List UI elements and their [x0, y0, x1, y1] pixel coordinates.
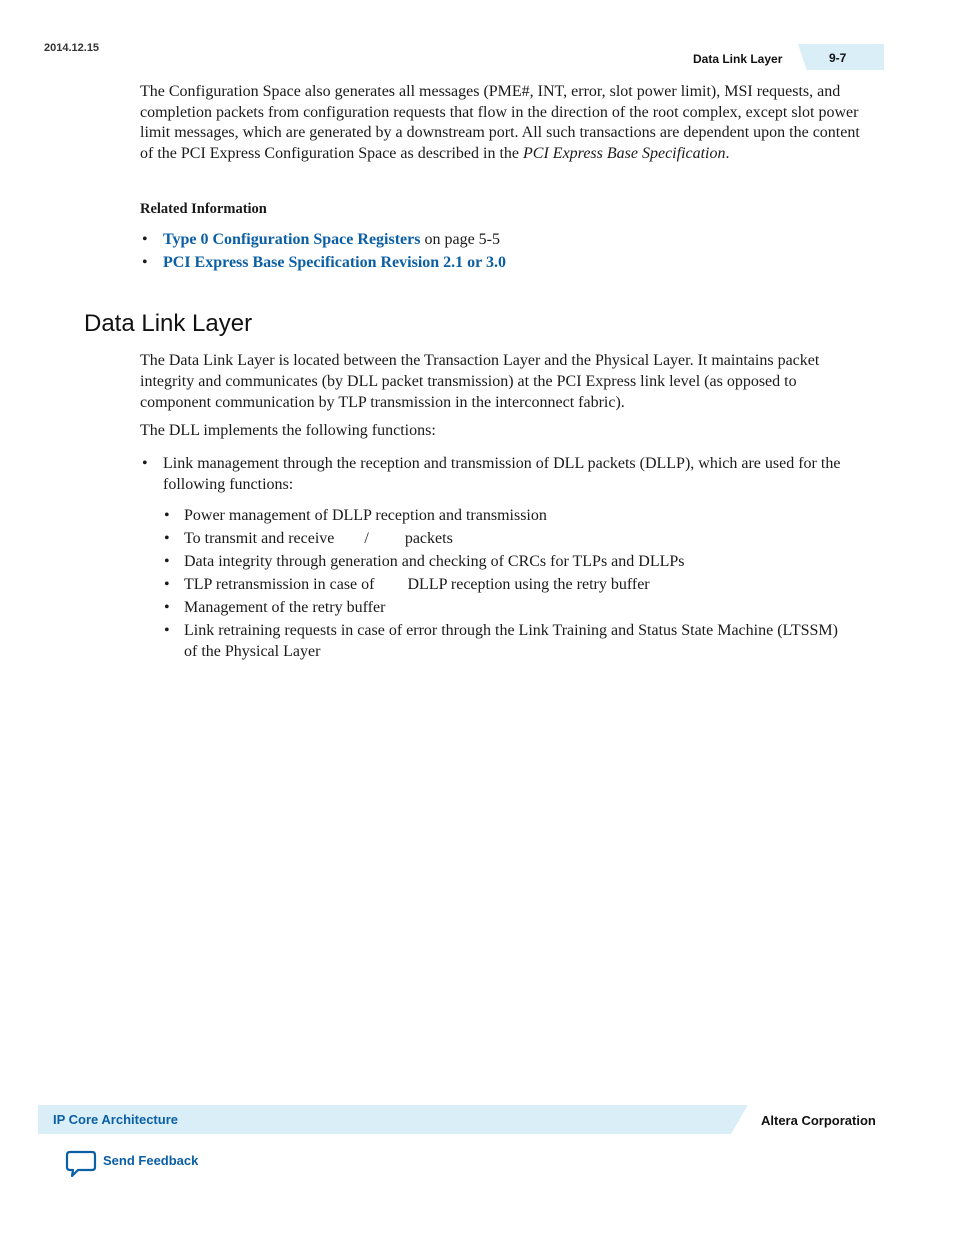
link-type0-config-registers[interactable]: Type 0 Configuration Space Registers	[163, 231, 421, 248]
item-text: DLLP reception using the retry buffer	[407, 576, 650, 593]
bullet: •	[142, 455, 148, 472]
link-pcie-base-spec[interactable]: PCI Express Base Specification Revision 2.1 or 3.0	[163, 254, 506, 271]
intro-paragraph	[140, 82, 870, 164]
document-date: 2014.12.15	[44, 42, 100, 54]
list-item: • Management of the retry buffer	[162, 597, 852, 618]
item-text: /	[364, 530, 369, 547]
section-heading: Data Link Layer	[84, 310, 253, 337]
related-information-heading: Related Information	[140, 201, 267, 217]
footer-chapter-title: IP Core Architecture	[53, 1112, 178, 1127]
related-links-list	[140, 229, 506, 275]
item-text: packets	[404, 530, 453, 547]
list-item	[162, 528, 852, 549]
running-header-title: Data Link Layer	[693, 52, 783, 66]
item-text: TLP retransmission in case of	[184, 576, 375, 593]
list-item: • Data integrity through generation and checking of CRCs for TLPs and DLLPs	[162, 551, 852, 572]
spec-title: PCI Express Base Specification	[523, 144, 726, 162]
link-suffix: on page 5-5	[420, 231, 500, 248]
list-item	[140, 252, 506, 275]
sub-function-list	[162, 505, 852, 664]
item-text: To transmit and receive	[184, 530, 335, 547]
section-paragraph-2: The DLL implements the following functions:	[140, 422, 436, 439]
intro-text: The Configuration Space also generates all messages (PME#, INT, error, slot power limit), MSI requests, and completion packets from configuration requests that flow in the direction of the root complex, except slot power limit messages, which are generated by a downstream port. All such transactions are dependent upon the content of the PCI Express Configuration Space as described in the	[140, 83, 860, 162]
page-number: 9-7	[829, 51, 847, 65]
speech-bubble-icon[interactable]	[65, 1150, 97, 1178]
bullet-text: Link management through the reception and transmission of DLL packets (DLLP), which are used for the following functions:	[163, 455, 841, 493]
list-item	[140, 453, 870, 495]
footer-company: Altera Corporation	[761, 1113, 876, 1128]
list-item: • Power management of DLLP reception and transmission	[162, 505, 852, 526]
list-item	[140, 229, 506, 252]
list-item: • Link retraining requests in case of error through the Link Training and Status State Machine (LTSSM) of the Physical Layer	[162, 620, 852, 662]
send-feedback-link[interactable]: Send Feedback	[103, 1153, 199, 1168]
intro-end: .	[725, 144, 730, 162]
list-item	[162, 574, 852, 595]
section-paragraph-1: The Data Link Layer is located between the Transaction Layer and the Physical Layer. It maintains packet integrity and communicates (by DLL packet transmission) at the PCI Express link level (as opposed to component communication by TLP transmission in the interconnect fabric).	[140, 352, 820, 411]
